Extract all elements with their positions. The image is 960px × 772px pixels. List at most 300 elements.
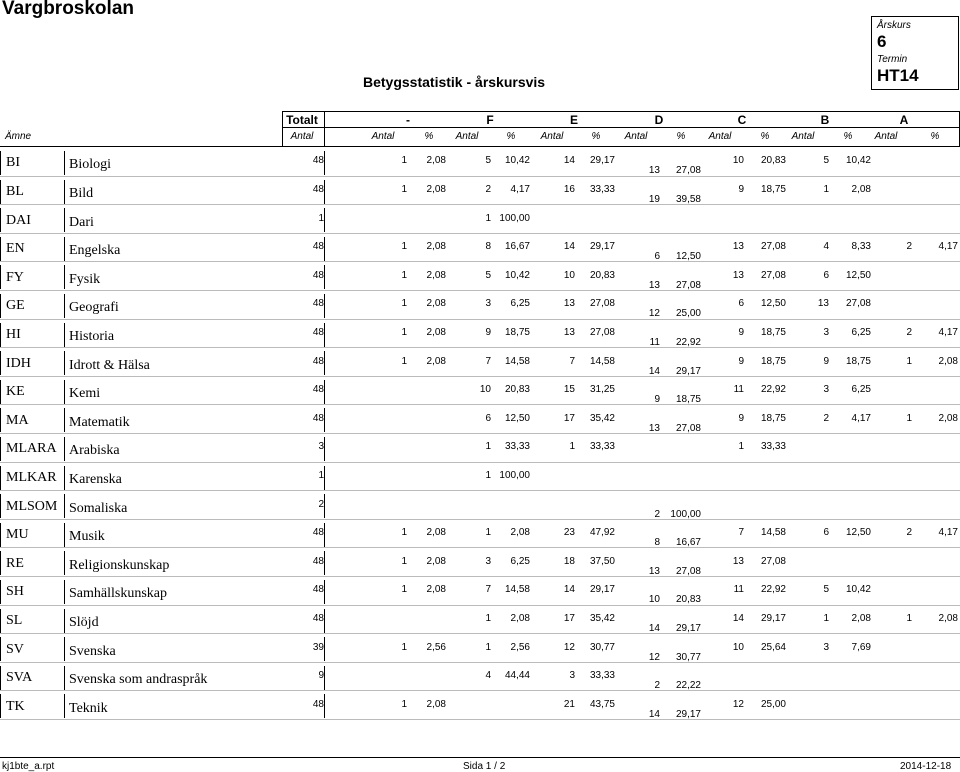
total-count: 48 bbox=[312, 384, 324, 396]
grade-percent: 22,92 bbox=[675, 336, 701, 348]
grade-percent: 18,75 bbox=[760, 412, 786, 424]
row-separator bbox=[64, 637, 65, 661]
grade-percent: 4,17 bbox=[851, 412, 871, 424]
grade-count: 13 bbox=[563, 298, 575, 310]
grade-percent: 25,00 bbox=[760, 698, 786, 710]
grade-percent: 2,08 bbox=[426, 183, 446, 195]
row-separator bbox=[0, 466, 1, 490]
grade-count: 9 bbox=[823, 355, 829, 367]
row-separator bbox=[0, 666, 1, 690]
row-separator bbox=[64, 551, 65, 575]
grade-percent: 25,00 bbox=[675, 308, 701, 320]
grade-count: 6 bbox=[485, 412, 491, 424]
grade-count: 1 bbox=[485, 527, 491, 539]
grade-percent: 2,08 bbox=[938, 612, 958, 624]
antal-header: Antal bbox=[371, 131, 395, 142]
grade-count: 2 bbox=[906, 326, 912, 338]
grade-count: 7 bbox=[738, 527, 744, 539]
grade-count: 3 bbox=[823, 641, 829, 653]
grade-count: 1 bbox=[401, 698, 407, 710]
row-separator bbox=[0, 494, 1, 518]
grade-percent: 18,75 bbox=[845, 355, 871, 367]
grade-percent: 10,42 bbox=[504, 269, 530, 281]
grade-count: 9 bbox=[738, 412, 744, 424]
grade-percent: 2,08 bbox=[851, 183, 871, 195]
row-separator bbox=[64, 323, 65, 347]
grade-percent: 12,50 bbox=[845, 269, 871, 281]
row-separator bbox=[64, 294, 65, 318]
grade-count: 18 bbox=[563, 555, 575, 567]
row-line bbox=[0, 605, 960, 606]
grade-percent: 47,92 bbox=[589, 527, 615, 539]
row-line bbox=[0, 204, 960, 205]
grade-count: 14 bbox=[563, 241, 575, 253]
grade-count: 2 bbox=[654, 508, 660, 520]
row-separator bbox=[0, 437, 1, 461]
row-separator bbox=[324, 208, 325, 232]
total-count: 48 bbox=[312, 298, 324, 310]
total-count: 48 bbox=[312, 326, 324, 338]
total-count: 3 bbox=[318, 441, 324, 453]
school-name: Vargbroskolan bbox=[2, 0, 134, 19]
grade-count: 1 bbox=[401, 155, 407, 167]
row-separator bbox=[324, 666, 325, 690]
footer-page: Sida 1 / 2 bbox=[463, 761, 506, 772]
grade-count: 2 bbox=[485, 183, 491, 195]
grade-percent: 6,25 bbox=[851, 384, 871, 396]
grade-count: 11 bbox=[733, 384, 744, 396]
subject-code: GE bbox=[6, 298, 25, 314]
grade-count: 10 bbox=[732, 641, 744, 653]
total-count: 48 bbox=[312, 355, 324, 367]
row-separator bbox=[64, 494, 65, 518]
grade-count: 13 bbox=[648, 565, 660, 577]
row-line bbox=[0, 233, 960, 234]
header-bottom-line bbox=[0, 146, 960, 147]
row-separator bbox=[64, 408, 65, 432]
subject-name: Religionskunskap bbox=[69, 557, 170, 573]
subject-code: MLSOM bbox=[6, 498, 58, 514]
grade-count: 1 bbox=[738, 441, 744, 453]
percent-header: % bbox=[676, 131, 686, 142]
row-separator bbox=[324, 351, 325, 375]
subject-code: MA bbox=[6, 412, 29, 428]
grade-percent: 10,42 bbox=[845, 155, 871, 167]
row-separator bbox=[0, 408, 1, 432]
grade-count: 1 bbox=[823, 612, 829, 624]
total-count: 48 bbox=[312, 241, 324, 253]
grade-group-header: Totalt bbox=[286, 113, 318, 127]
grade-percent: 2,56 bbox=[426, 641, 446, 653]
grade-percent: 4,17 bbox=[938, 326, 958, 338]
grade-percent: 14,58 bbox=[760, 527, 786, 539]
grade-count: 1 bbox=[401, 527, 407, 539]
arskurs-value: 6 bbox=[877, 32, 887, 51]
grade-count: 17 bbox=[563, 412, 575, 424]
subject-code: FY bbox=[6, 269, 24, 285]
subject-name: Matematik bbox=[69, 414, 130, 430]
grade-percent: 29,17 bbox=[589, 584, 615, 596]
subject-code: KE bbox=[6, 384, 25, 400]
row-separator bbox=[64, 666, 65, 690]
percent-header: % bbox=[506, 131, 516, 142]
subject-name: Historia bbox=[69, 328, 115, 344]
grade-percent: 2,08 bbox=[426, 326, 446, 338]
grade-count: 13 bbox=[648, 279, 660, 291]
grade-percent: 2,08 bbox=[510, 527, 530, 539]
subject-header: Ämne bbox=[5, 131, 32, 142]
grade-percent: 29,17 bbox=[589, 241, 615, 253]
grade-count: 2 bbox=[823, 412, 829, 424]
row-separator bbox=[64, 609, 65, 633]
subject-name: Idrott & Hälsa bbox=[69, 357, 150, 373]
grade-count: 5 bbox=[823, 584, 829, 596]
subject-code: SVA bbox=[6, 670, 33, 686]
grade-percent: 6,25 bbox=[510, 555, 530, 567]
grade-count: 13 bbox=[648, 422, 660, 434]
subject-code: MU bbox=[6, 527, 29, 543]
subject-name: Svenska bbox=[69, 643, 116, 659]
subject-code: SV bbox=[6, 641, 24, 657]
row-separator bbox=[0, 551, 1, 575]
total-count: 48 bbox=[312, 155, 324, 167]
row-separator bbox=[64, 265, 65, 289]
row-separator bbox=[64, 180, 65, 204]
grade-group-header: F bbox=[486, 113, 494, 127]
grade-count: 1 bbox=[906, 612, 912, 624]
grade-count: 1 bbox=[485, 641, 491, 653]
row-separator bbox=[0, 180, 1, 204]
grade-count: 1 bbox=[906, 355, 912, 367]
grade-count: 3 bbox=[569, 670, 575, 682]
percent-header: % bbox=[591, 131, 601, 142]
grade-percent: 29,17 bbox=[675, 622, 701, 634]
grade-percent: 30,77 bbox=[675, 651, 701, 663]
grade-count: 1 bbox=[569, 441, 575, 453]
row-separator bbox=[64, 437, 65, 461]
row-separator bbox=[0, 523, 1, 547]
row-separator bbox=[64, 466, 65, 490]
grade-count: 13 bbox=[648, 165, 660, 177]
grade-percent: 100,00 bbox=[499, 212, 530, 224]
row-separator bbox=[324, 323, 325, 347]
header-middle-line bbox=[282, 127, 960, 128]
grade-percent: 4,17 bbox=[938, 241, 958, 253]
subject-name: Engelska bbox=[69, 243, 121, 259]
row-separator bbox=[324, 637, 325, 661]
grade-count: 12 bbox=[563, 641, 575, 653]
grade-percent: 100,00 bbox=[499, 469, 530, 481]
grade-count: 19 bbox=[648, 193, 660, 205]
row-separator bbox=[324, 294, 325, 318]
row-line bbox=[0, 261, 960, 262]
grade-percent: 2,08 bbox=[510, 612, 530, 624]
row-separator bbox=[64, 580, 65, 604]
total-count: 1 bbox=[318, 469, 324, 481]
grade-percent: 100,00 bbox=[670, 508, 701, 520]
grade-count: 9 bbox=[485, 326, 491, 338]
grade-count: 10 bbox=[732, 155, 744, 167]
subject-code: TK bbox=[6, 698, 25, 714]
subject-code: SL bbox=[6, 612, 23, 628]
row-separator bbox=[324, 265, 325, 289]
grade-count: 14 bbox=[648, 708, 660, 720]
grade-count: 6 bbox=[823, 527, 829, 539]
grade-percent: 2,08 bbox=[426, 155, 446, 167]
grade-percent: 27,08 bbox=[675, 279, 701, 291]
subject-name: Kemi bbox=[69, 386, 101, 402]
row-separator bbox=[0, 265, 1, 289]
grade-percent: 18,75 bbox=[760, 326, 786, 338]
grade-percent: 44,44 bbox=[504, 670, 530, 682]
total-count: 48 bbox=[312, 412, 324, 424]
row-separator bbox=[324, 694, 325, 718]
grade-group-header: A bbox=[899, 113, 909, 127]
grade-percent: 4,17 bbox=[510, 183, 530, 195]
grade-percent: 2,08 bbox=[426, 355, 446, 367]
grade-count: 9 bbox=[654, 394, 660, 406]
grade-percent: 27,08 bbox=[760, 555, 786, 567]
report-title: Betygsstatistik - årskursvis bbox=[363, 74, 546, 90]
grade-percent: 35,42 bbox=[589, 612, 615, 624]
grade-count: 1 bbox=[485, 212, 491, 224]
grade-percent: 16,67 bbox=[675, 537, 701, 549]
row-separator bbox=[324, 580, 325, 604]
grade-count: 14 bbox=[563, 584, 575, 596]
row-separator bbox=[64, 351, 65, 375]
row-separator bbox=[64, 208, 65, 232]
grade-percent: 14,58 bbox=[589, 355, 615, 367]
grade-percent: 18,75 bbox=[760, 355, 786, 367]
report-info-box bbox=[871, 16, 959, 90]
subject-name: Dari bbox=[69, 214, 94, 230]
subject-name: Somaliska bbox=[69, 500, 128, 516]
total-count: 48 bbox=[312, 612, 324, 624]
grade-count: 16 bbox=[563, 183, 575, 195]
subject-code: SH bbox=[6, 584, 24, 600]
grade-group-header: B bbox=[820, 113, 830, 127]
grade-count: 6 bbox=[654, 251, 660, 263]
row-separator bbox=[324, 380, 325, 404]
grade-count: 7 bbox=[485, 355, 491, 367]
row-separator bbox=[0, 208, 1, 232]
grade-count: 1 bbox=[906, 412, 912, 424]
subject-code: EN bbox=[6, 241, 25, 257]
grade-percent: 16,67 bbox=[504, 241, 530, 253]
subject-name: Teknik bbox=[69, 700, 108, 716]
grade-percent: 25,64 bbox=[760, 641, 786, 653]
total-count: 2 bbox=[318, 498, 324, 510]
row-separator bbox=[324, 151, 325, 175]
grade-count: 23 bbox=[563, 527, 575, 539]
grade-percent: 20,83 bbox=[675, 594, 701, 606]
grade-count: 1 bbox=[401, 183, 407, 195]
grade-count: 9 bbox=[738, 326, 744, 338]
grade-count: 14 bbox=[563, 155, 575, 167]
grade-count: 10 bbox=[648, 594, 660, 606]
subject-name: Geografi bbox=[69, 300, 119, 316]
subject-name: Biologi bbox=[69, 157, 112, 173]
grade-count: 14 bbox=[648, 622, 660, 634]
grade-group-header: C bbox=[737, 113, 747, 127]
grade-count: 11 bbox=[649, 336, 660, 348]
grade-percent: 7,69 bbox=[851, 641, 871, 653]
grade-percent: 29,17 bbox=[589, 155, 615, 167]
grade-percent: 27,08 bbox=[675, 565, 701, 577]
grade-count: 1 bbox=[401, 298, 407, 310]
subject-code: HI bbox=[6, 326, 21, 342]
row-line bbox=[0, 662, 960, 663]
subject-name: Karenska bbox=[69, 471, 122, 487]
subject-name: Musik bbox=[69, 529, 105, 545]
row-separator bbox=[0, 237, 1, 261]
row-separator bbox=[324, 523, 325, 547]
grade-percent: 29,17 bbox=[675, 708, 701, 720]
grade-count: 7 bbox=[485, 584, 491, 596]
grade-count: 13 bbox=[563, 326, 575, 338]
grade-percent: 4,17 bbox=[938, 527, 958, 539]
header-top-line bbox=[282, 111, 960, 112]
footer-file: kj1bte_a.rpt bbox=[2, 761, 55, 772]
grade-group-header: D bbox=[654, 113, 664, 127]
grade-percent: 12,50 bbox=[845, 527, 871, 539]
grade-count: 9 bbox=[738, 183, 744, 195]
row-separator bbox=[324, 466, 325, 490]
percent-header: % bbox=[424, 131, 434, 142]
subject-name: Samhällskunskap bbox=[69, 586, 167, 602]
row-line bbox=[0, 404, 960, 405]
grade-percent: 12,50 bbox=[504, 412, 530, 424]
subject-code: DAI bbox=[6, 212, 31, 228]
grade-count: 15 bbox=[563, 384, 575, 396]
subject-name: Fysik bbox=[69, 271, 101, 287]
subject-name: Svenska som andraspråk bbox=[69, 672, 208, 688]
grade-group-header: - bbox=[406, 113, 410, 127]
row-line bbox=[0, 547, 960, 548]
antal-header: Antal bbox=[874, 131, 898, 142]
subject-code: RE bbox=[6, 555, 24, 571]
grade-count: 1 bbox=[485, 612, 491, 624]
grade-count: 5 bbox=[823, 155, 829, 167]
row-separator bbox=[0, 323, 1, 347]
grade-count: 3 bbox=[823, 326, 829, 338]
grade-percent: 29,17 bbox=[675, 365, 701, 377]
row-separator bbox=[64, 380, 65, 404]
grade-count: 4 bbox=[823, 241, 829, 253]
grade-percent: 27,08 bbox=[675, 165, 701, 177]
grade-count: 9 bbox=[738, 355, 744, 367]
grade-percent: 10,42 bbox=[845, 584, 871, 596]
row-separator bbox=[324, 437, 325, 461]
total-count: 9 bbox=[318, 670, 324, 682]
grade-percent: 8,33 bbox=[851, 241, 871, 253]
row-line bbox=[0, 462, 960, 463]
grade-percent: 2,08 bbox=[426, 698, 446, 710]
grade-count: 13 bbox=[732, 241, 744, 253]
grade-percent: 35,42 bbox=[589, 412, 615, 424]
grade-percent: 20,83 bbox=[760, 155, 786, 167]
row-separator bbox=[324, 237, 325, 261]
grade-percent: 6,25 bbox=[510, 298, 530, 310]
grade-count: 2 bbox=[906, 527, 912, 539]
footer-date: 2014-12-18 bbox=[900, 761, 952, 772]
row-separator bbox=[64, 523, 65, 547]
row-line bbox=[0, 347, 960, 348]
grade-count: 1 bbox=[401, 584, 407, 596]
row-line bbox=[0, 576, 960, 577]
grade-percent: 18,75 bbox=[504, 326, 530, 338]
row-separator bbox=[64, 237, 65, 261]
footer-line bbox=[0, 757, 960, 758]
grade-percent: 33,33 bbox=[504, 441, 530, 453]
grade-count: 1 bbox=[485, 441, 491, 453]
row-separator bbox=[0, 294, 1, 318]
row-line bbox=[0, 319, 960, 320]
row-line bbox=[0, 690, 960, 691]
grade-percent: 2,08 bbox=[426, 584, 446, 596]
subject-code: IDH bbox=[6, 355, 31, 371]
grade-count: 12 bbox=[648, 308, 660, 320]
grade-count: 5 bbox=[485, 155, 491, 167]
termin-value: HT14 bbox=[877, 66, 919, 85]
row-line bbox=[0, 490, 960, 491]
row-separator bbox=[64, 151, 65, 175]
grade-percent: 12,50 bbox=[760, 298, 786, 310]
grade-percent: 29,17 bbox=[760, 612, 786, 624]
grade-percent: 27,08 bbox=[589, 298, 615, 310]
grade-percent: 18,75 bbox=[760, 183, 786, 195]
grade-count: 10 bbox=[563, 269, 575, 281]
grade-count: 8 bbox=[485, 241, 491, 253]
row-separator bbox=[324, 551, 325, 575]
subject-name: Bild bbox=[69, 185, 94, 201]
row-separator bbox=[324, 180, 325, 204]
total-count: 48 bbox=[312, 269, 324, 281]
antal-header: Antal bbox=[540, 131, 564, 142]
grade-percent: 2,08 bbox=[426, 555, 446, 567]
grade-count: 11 bbox=[733, 584, 744, 596]
row-line bbox=[0, 176, 960, 177]
row-line bbox=[0, 719, 960, 720]
grade-percent: 30,77 bbox=[589, 641, 615, 653]
grade-percent: 33,33 bbox=[589, 183, 615, 195]
grade-percent: 27,08 bbox=[589, 326, 615, 338]
grade-count: 2 bbox=[906, 241, 912, 253]
percent-header: % bbox=[930, 131, 940, 142]
grade-count: 1 bbox=[401, 641, 407, 653]
grade-percent: 31,25 bbox=[589, 384, 615, 396]
grade-percent: 2,56 bbox=[510, 641, 530, 653]
grade-percent: 12,50 bbox=[675, 251, 701, 263]
row-separator bbox=[0, 351, 1, 375]
subject-code: BL bbox=[6, 183, 24, 199]
row-line bbox=[0, 433, 960, 434]
row-line bbox=[0, 519, 960, 520]
total-count: 48 bbox=[312, 183, 324, 195]
grade-percent: 22,22 bbox=[675, 680, 701, 692]
total-count: 1 bbox=[318, 212, 324, 224]
grade-percent: 2,08 bbox=[938, 355, 958, 367]
grade-percent: 27,08 bbox=[760, 241, 786, 253]
percent-header: % bbox=[760, 131, 770, 142]
grade-percent: 14,58 bbox=[504, 355, 530, 367]
grade-count: 3 bbox=[485, 555, 491, 567]
grade-percent: 2,08 bbox=[426, 527, 446, 539]
antal-header: Antal bbox=[708, 131, 732, 142]
antal-header: Antal bbox=[455, 131, 479, 142]
grade-count: 5 bbox=[485, 269, 491, 281]
row-separator bbox=[64, 694, 65, 718]
